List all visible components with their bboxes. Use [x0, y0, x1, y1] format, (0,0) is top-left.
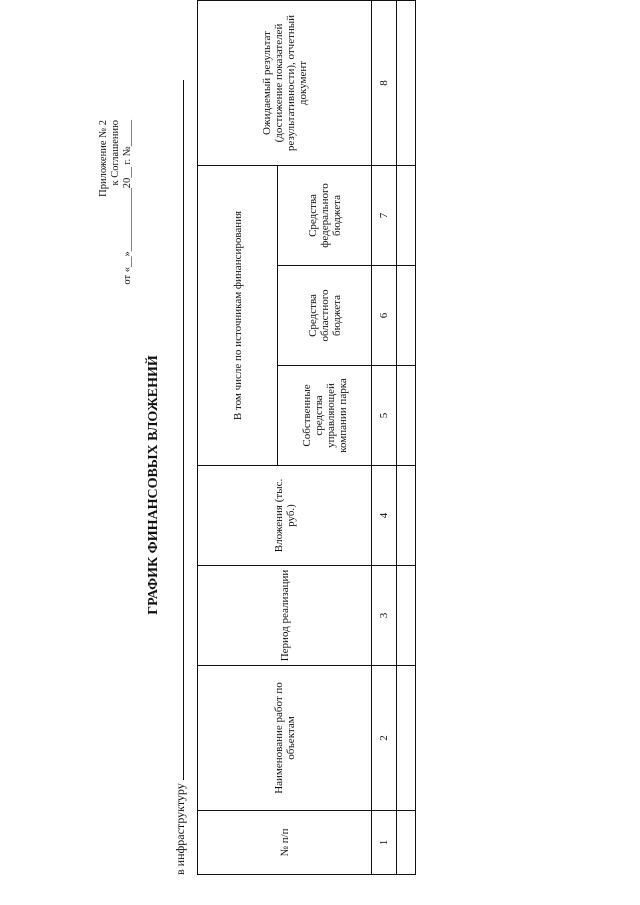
table-cell[interactable] [397, 566, 416, 666]
header-own-funds: Собственные средства управляющей компании парка [278, 366, 372, 466]
table-cell[interactable] [397, 666, 416, 811]
header-period: Период реализации [198, 566, 372, 666]
column-number: 7 [372, 166, 397, 266]
column-number: 6 [372, 266, 397, 366]
column-number: 5 [372, 366, 397, 466]
infrastructure-label: в инфраструктуру [173, 783, 187, 875]
appendix-date-number: от «__»____________20__ г. №_____ [122, 120, 133, 285]
table-cell[interactable] [397, 1, 416, 166]
appendix-title: Приложение № 2 [98, 120, 109, 197]
header-regional-budget: Средства областного бюджета [278, 266, 372, 366]
column-number-row [372, 1, 397, 875]
appendix-agreement: к Соглашению [110, 120, 121, 186]
header-num: № п/п [198, 811, 372, 875]
header-result: Ожидаемый результат (достижение показателей результативности), отчетный документ [198, 1, 372, 166]
header-federal-budget: Средства федерального бюджета [278, 166, 372, 266]
page-title: ГРАФИК ФИНАНСОВЫХ ВЛОЖЕНИЙ [146, 355, 161, 615]
header-sources-group: В том числе по источникам финансирования [198, 166, 278, 466]
column-number: 1 [372, 811, 397, 875]
financial-schedule-table [197, 0, 416, 875]
column-number: 2 [372, 666, 397, 811]
infrastructure-line [173, 80, 188, 875]
column-number: 3 [372, 566, 397, 666]
column-number: 4 [372, 466, 397, 566]
header-name: Наименование работ по объектам [198, 666, 372, 811]
table-row [397, 1, 416, 875]
table-cell[interactable] [397, 811, 416, 875]
table-cell[interactable] [397, 466, 416, 566]
column-number: 8 [372, 1, 397, 166]
header-investment: Вложения (тыс. руб.) [198, 466, 372, 566]
table-cell[interactable] [397, 266, 416, 366]
table-cell[interactable] [397, 166, 416, 266]
infrastructure-blank [173, 80, 184, 780]
appendix-block [98, 120, 134, 350]
table-cell[interactable] [397, 366, 416, 466]
